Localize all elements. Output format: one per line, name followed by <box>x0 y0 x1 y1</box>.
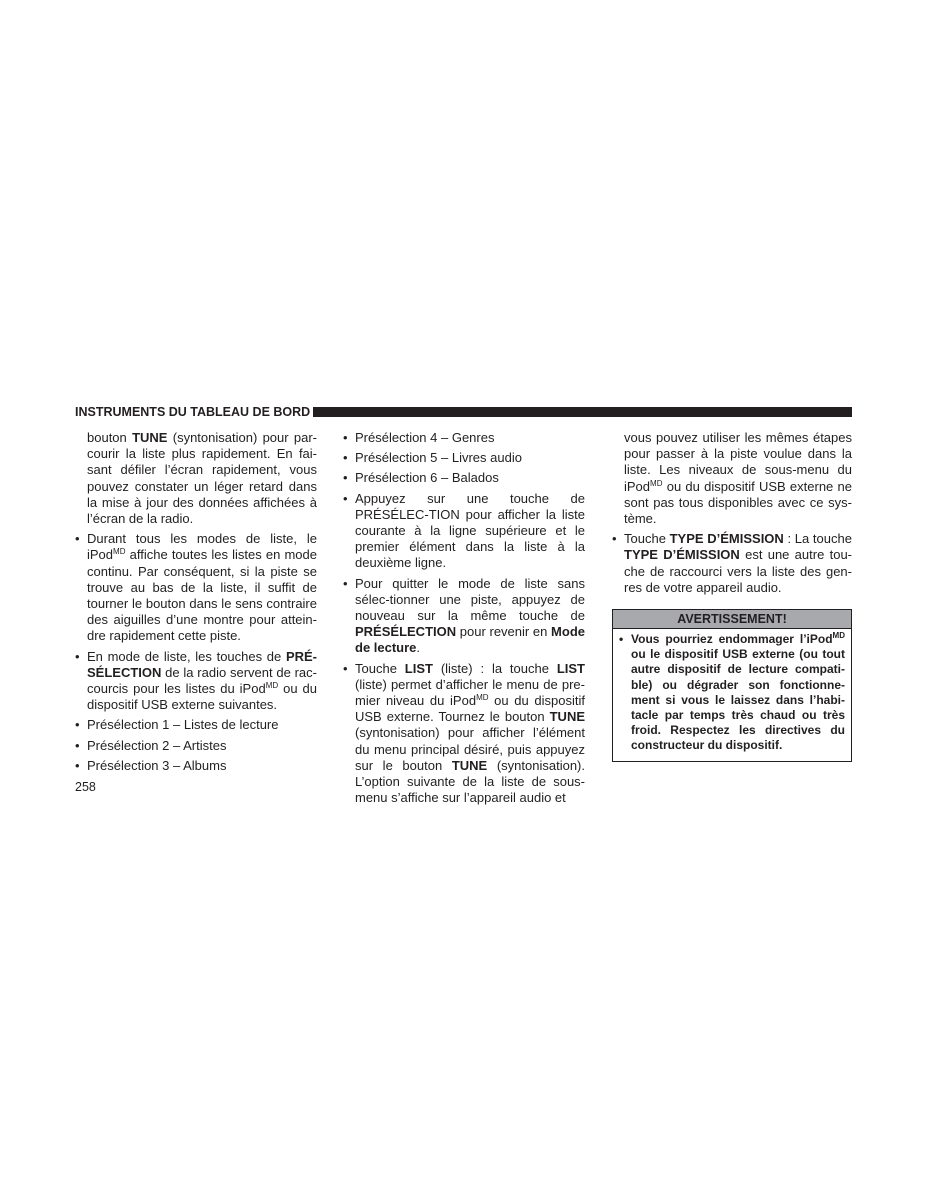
bullet-preset-5: • Présélection 5 – Livres audio <box>343 450 522 466</box>
bullet-icon: • <box>75 717 80 733</box>
page-header <box>75 404 852 420</box>
bullet-icon: • <box>75 648 80 664</box>
bullet-broadcast-type: • Touche TYPE D’ÉMISSION : La touche TYPE D’ÉMISSION est une autre tou-che de raccourci vers la liste des gen-res de votre appareil audio. <box>612 531 852 595</box>
page-number: 258 <box>75 780 96 794</box>
warning-title: AVERTISSEMENT! <box>613 610 851 629</box>
warning-text: • Vous pourriez endommager l’iPod$^{MD}$ ou le dispositif USB externe (ou tout autre dispositif de lecture compati-ble) ou dégrader son fonctionne-ment si vous le laissez dans l’habi-tacle par temps très chaud ou très froid. Respectez les directives du constructeur du dispositif. <box>619 631 845 753</box>
header-rule <box>313 407 852 417</box>
bullet-icon: • <box>619 632 624 646</box>
bullet-icon: • <box>343 470 348 486</box>
bullet-icon: • <box>75 757 80 773</box>
bullet-icon: • <box>612 531 617 547</box>
bullet-preset-1: • Présélection 1 – Listes de lecture <box>75 717 279 733</box>
bullet-preset-3: • Présélection 3 – Albums <box>75 757 227 773</box>
warning-body <box>613 629 851 754</box>
bullet-list-key: • Touche LIST (liste) : la touche LIST (liste) permet d’afficher le menu de pre-mier niveau du iPod$^{MD}$ ou du dispositif USB externe. Tournez le bouton TUNE (syntonisation) pour afficher l’élément du menu principal désiré, puis appuyez sur le bouton TUNE (syntonisation). L’option suivante de la liste de sous-menu s’affiche sur l’appareil audio et <box>343 660 585 806</box>
bullet-preset-2: • Présélection 2 – Artistes <box>75 737 227 753</box>
column-2 <box>343 430 585 810</box>
paragraph-tune-continued: bouton TUNE (syntonisation) pour par-courir la liste plus rapidement. En fai-sant défiler l’écran rapidement, vous pouvez constater un léger retard dans la mise à jour des données affichées à l’écran de la radio. <box>87 430 318 527</box>
bullet-icon: • <box>343 430 348 445</box>
section-title: INSTRUMENTS DU TABLEAU DE BORD <box>75 405 311 419</box>
bullet-exit-list: • Pour quitter le mode de liste sans sélec-tionner une piste, appuyez de nouveau sur la même touche de PRÉSÉLECTION pour revenir en Mode de lecture. <box>343 575 585 656</box>
warning-box <box>612 609 852 762</box>
bullet-icon: • <box>343 660 348 676</box>
bullet-icon: • <box>343 575 348 591</box>
bullet-list-mode: • Durant tous les modes de liste, le iPod$^{MD}$ affiche toutes les listes en mode continu. Par conséquent, si la piste se trouve au bas de la liste, il suffit de tourner le bouton dans le sens contraire des aiguilles d’une montre pour attein-dre rapidement cette piste. <box>75 531 317 644</box>
column-3 <box>612 430 852 600</box>
column-1 <box>75 430 317 778</box>
bullet-preset-6: • Présélection 6 – Balados <box>343 470 499 486</box>
bullet-icon: • <box>75 531 80 547</box>
paragraph-list-continued: vous pouvez utiliser les mêmes étapes pour passer à la piste voulue dans la liste. Les niveaux de sous-menu du iPod$^{MD}$ ou du dispositif USB externe ne sont pas tous disponibles avec ce sys-tème. <box>624 430 852 527</box>
bullet-preset-shortcuts: • En mode de liste, les touches de PRÉ-SÉLECTION de la radio servent de rac-courcis pour les listes du iPod$^{MD}$ ou du dispositif USB externe suivantes. <box>75 648 317 713</box>
bullet-icon: • <box>75 737 80 753</box>
bullet-icon: • <box>343 450 348 466</box>
bullet-preset-4: • Présélection 4 – Genres <box>343 430 495 445</box>
bullet-icon: • <box>343 490 348 506</box>
bullet-press-preset: • Appuyez sur une touche de PRÉSÉLEC-TION pour afficher la liste courante à la ligne supérieure et le premier élément dans la liste à la deuxième ligne. <box>343 490 585 571</box>
